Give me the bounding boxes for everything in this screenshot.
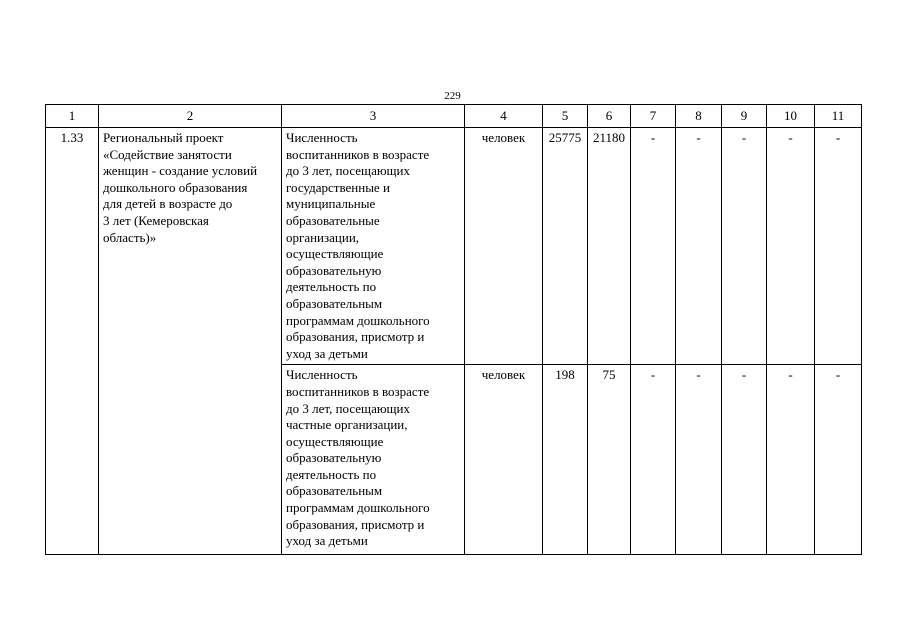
indicator-cell: Численность воспитанников в возрасте до 3 лет, посещающих частные организации, осуществляющие образовательную деятельность по образовательным программам дошкольного образования, присмотр и уход за детьми xyxy=(282,365,465,555)
value-col-7: - xyxy=(631,128,676,365)
indicator-cell: Численность воспитанников в возрасте до 3 лет, посещающих государственные и муниципальные образовательные организации, осуществляющие образовательную деятельность по образовательным программам дошкольного образования, присмотр и уход за детьми xyxy=(282,128,465,365)
unit-cell: человек xyxy=(465,365,543,555)
value-col-5: 198 xyxy=(543,365,588,555)
data-table xyxy=(45,104,862,555)
header-col-11: 11 xyxy=(815,105,862,128)
value-col-10: - xyxy=(767,365,815,555)
header-col-1: 1 xyxy=(46,105,99,128)
value-col-5: 25775 xyxy=(543,128,588,365)
value-col-11: - xyxy=(815,365,862,555)
value-col-6: 75 xyxy=(588,365,631,555)
header-col-3: 3 xyxy=(282,105,465,128)
page-number: 229 xyxy=(444,90,461,102)
header-col-4: 4 xyxy=(465,105,543,128)
header-col-8: 8 xyxy=(676,105,722,128)
value-col-6: 21180 xyxy=(588,128,631,365)
value-col-8: - xyxy=(676,365,722,555)
header-col-10: 10 xyxy=(767,105,815,128)
header-col-2: 2 xyxy=(99,105,282,128)
unit-cell: человек xyxy=(465,128,543,365)
value-col-7: - xyxy=(631,365,676,555)
header-col-7: 7 xyxy=(631,105,676,128)
value-col-11: - xyxy=(815,128,862,365)
table-row xyxy=(46,128,862,365)
value-col-9: - xyxy=(722,128,767,365)
value-col-8: - xyxy=(676,128,722,365)
value-col-9: - xyxy=(722,365,767,555)
row-id-cell: 1.33 xyxy=(46,128,99,555)
header-col-6: 6 xyxy=(588,105,631,128)
table-header-row xyxy=(46,105,862,128)
header-col-5: 5 xyxy=(543,105,588,128)
project-title-cell: Региональный проект «Содействие занятости женщин - создание условий дошкольного образования для детей в возрасте до 3 лет (Кемеровская область)» xyxy=(99,128,282,555)
value-col-10: - xyxy=(767,128,815,365)
header-col-9: 9 xyxy=(722,105,767,128)
